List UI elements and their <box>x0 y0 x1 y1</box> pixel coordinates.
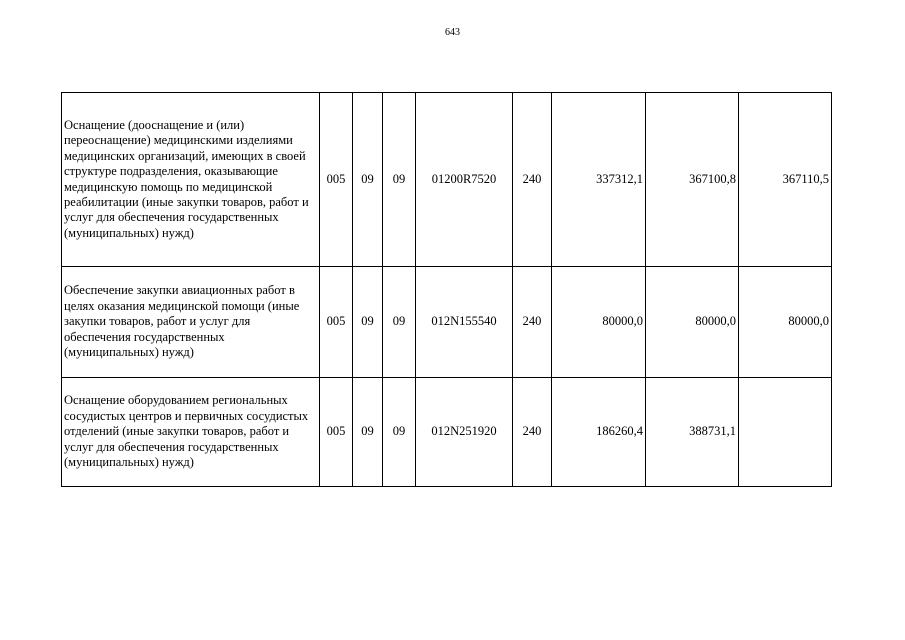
target-article-code: 012N251920 <box>416 378 513 487</box>
amount-year-2: 367100,8 <box>646 93 739 267</box>
subsection-code: 09 <box>383 267 416 378</box>
expense-type-code: 240 <box>513 378 552 487</box>
expense-type-code: 240 <box>513 93 552 267</box>
section-code: 09 <box>353 378 383 487</box>
row-description: Оснащение (дооснащение и (или) переоснащение) медицинскими изделиями медицинских организаций, имеющих в своей структуре подразделения, оказывающие медицинскую помощь по медицинской реабилитации (иные закупки товаров, работ и услуг для обеспечения государственных (муниципальных) нужд) <box>62 93 320 267</box>
page-number: 643 <box>445 27 460 38</box>
table-row <box>62 378 832 487</box>
amount-year-3: 367110,5 <box>739 93 832 267</box>
amount-year-1: 186260,4 <box>552 378 646 487</box>
table-row <box>62 267 832 378</box>
amount-year-3 <box>739 378 832 487</box>
ministry-code: 005 <box>320 267 353 378</box>
section-code: 09 <box>353 267 383 378</box>
table-row <box>62 93 832 267</box>
amount-year-2: 80000,0 <box>646 267 739 378</box>
row-description: Обеспечение закупки авиационных работ в целях оказания медицинской помощи (иные закупки товаров, работ и услуг для обеспечения государственных (муниципальных) нужд) <box>62 267 320 378</box>
target-article-code: 012N155540 <box>416 267 513 378</box>
amount-year-3: 80000,0 <box>739 267 832 378</box>
amount-year-2: 388731,1 <box>646 378 739 487</box>
ministry-code: 005 <box>320 93 353 267</box>
amount-year-1: 80000,0 <box>552 267 646 378</box>
subsection-code: 09 <box>383 378 416 487</box>
amount-year-1: 337312,1 <box>552 93 646 267</box>
expense-type-code: 240 <box>513 267 552 378</box>
section-code: 09 <box>353 93 383 267</box>
budget-table <box>61 92 832 487</box>
subsection-code: 09 <box>383 93 416 267</box>
ministry-code: 005 <box>320 378 353 487</box>
target-article-code: 01200R7520 <box>416 93 513 267</box>
row-description: Оснащение оборудованием региональных сосудистых центров и первичных сосудистых отделений (иные закупки товаров, работ и услуг для обеспечения государственных (муниципальных) нужд) <box>62 378 320 487</box>
